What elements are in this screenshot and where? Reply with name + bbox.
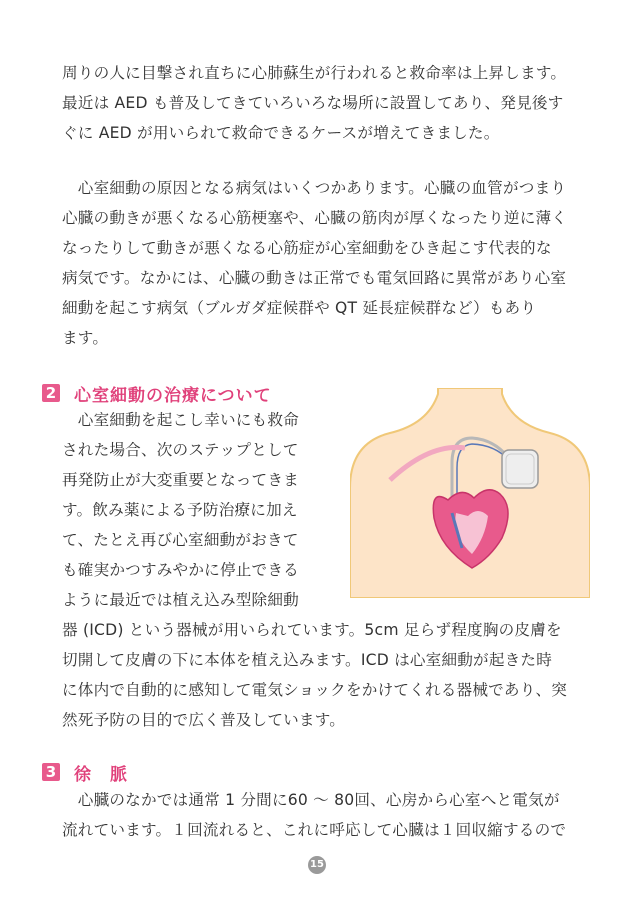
text-line: 流れています。１回流れると、これに呼応して心臓は１回収縮するので — [62, 821, 567, 839]
paragraph-treatment-narrow — [62, 405, 334, 615]
text-line: も確実かつすみやかに停止できる — [62, 561, 299, 579]
page-number: 15 — [308, 856, 326, 874]
section-title: 心室細動の治療について — [74, 385, 272, 406]
text-line: 心室細動の原因となる病気はいくつかあります。心臓の血管がつまり — [62, 179, 567, 197]
text-line: ように最近では植え込み型除細動 — [62, 591, 299, 609]
icd-chest-illustration — [350, 388, 590, 598]
paragraph-treatment-full — [62, 615, 592, 735]
text-line: ます。 — [62, 329, 109, 347]
text-line: 周りの人に目撃され直ちに心肺蘇生が行われると救命率は上昇します。 — [62, 64, 567, 82]
text-line: 最近は AED も普及してきていろいろな場所に設置してあり、発見後す — [62, 94, 564, 112]
paragraph-causes — [62, 173, 592, 353]
text-line: された場合、次のステップとして — [62, 441, 299, 459]
text-line: 心臓の動きが悪くなる心筋梗塞や、心臓の筋肉が厚くなったり逆に薄く — [62, 209, 568, 227]
text-line: 然死予防の目的で広く普及しています。 — [62, 711, 346, 729]
text-line: に体内で自動的に感知して電気ショックをかけてくれる器械であり、突 — [62, 681, 568, 699]
text-line: 心臓のなかでは通常 1 分間に60 ～ 80回、心房から心室へと電気が — [62, 791, 560, 809]
section-title: 徐 脈 — [74, 764, 128, 785]
section-number: 3 — [42, 763, 60, 781]
text-line: て、たとえ再び心室細動がおきて — [62, 531, 299, 549]
section-heading-treatment — [42, 380, 272, 406]
text-line: ぐに AED が用いられて救命できるケースが増えてきました。 — [62, 124, 500, 142]
text-line: なったりして動きが悪くなる心筋症が心室細動をひき起こす代表的な — [62, 239, 552, 257]
text-line: 病気です。なかには、心臓の動きは正常でも電気回路に異常があり心室 — [62, 269, 567, 287]
section-heading-bradycardia — [42, 759, 128, 785]
text-line: 切開して皮膚の下に本体を植え込みます。ICD は心室細動が起きた時 — [62, 651, 553, 669]
section-number: 2 — [42, 384, 60, 402]
text-line: 器 (ICD) という器械が用いられています。5cm 足らず程度胸の皮膚を — [62, 621, 562, 639]
text-line: 心室細動を起こし幸いにも救命 — [62, 411, 299, 429]
paragraph-bradycardia — [62, 785, 592, 845]
text-line: 再発防止が大変重要となってきま — [62, 471, 299, 489]
text-line: す。飲み薬による予防治療に加え — [62, 501, 298, 519]
text-line: 細動を起こす病気（ブルガダ症候群や QT 延長症候群など）もあり — [62, 299, 537, 317]
paragraph-aed — [62, 58, 592, 148]
